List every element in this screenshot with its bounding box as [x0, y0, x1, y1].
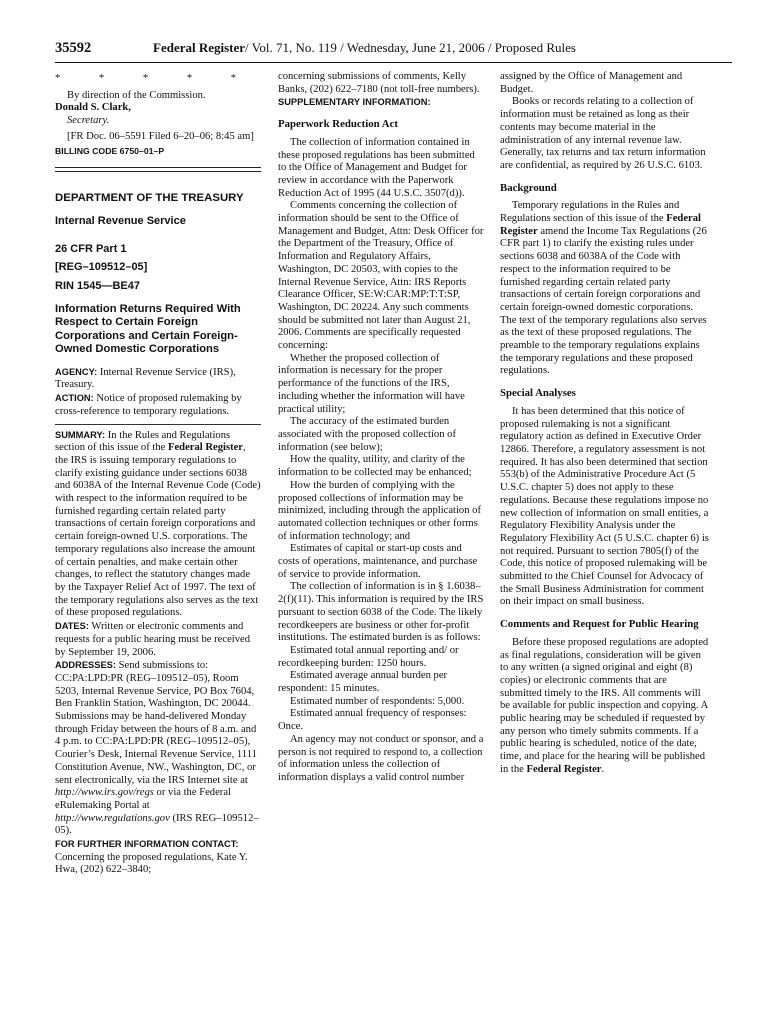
agency-label: AGENCY: — [55, 366, 98, 377]
signer-title: Secretary. — [67, 115, 110, 127]
section-divider — [55, 167, 261, 168]
action-para — [55, 392, 261, 418]
dates-text: Written or electronic comments and requests for a public hearing must be received by September 19, 2006. — [55, 621, 251, 658]
addresses-label: ADDRESSES: — [55, 660, 116, 671]
summary-label: SUMMARY: — [55, 429, 106, 440]
ellipsis-stars: * * * * * — [55, 73, 255, 84]
summary-fr: Federal Register — [168, 442, 244, 454]
pra-paragraph-7: Estimates of capital or start-up costs and costs of operations, maintenance, and purchase of service to provide information. — [278, 543, 478, 580]
pra-paragraph-10: Estimated average annual burden per respondent: 15 minutes. — [278, 670, 448, 695]
text-columns — [55, 63, 732, 1013]
direction-line: By direction of the Commission. — [67, 89, 206, 101]
running-head — [153, 40, 576, 56]
pra-paragraph-12: Estimated annual frequency of responses: Once. — [278, 708, 467, 733]
signer-name: Donald S. Clark, — [55, 102, 131, 114]
journal-name: Federal Register — [153, 40, 246, 55]
special-analyses-heading: Special Analyses — [500, 387, 576, 400]
contact-text: Concerning the proposed regulations, Kate Y. Hwa, (202) 622–3840; — [55, 851, 248, 876]
pra-continued: assigned by the Office of Management and Budget. — [500, 71, 683, 95]
pra-paragraph-9: Estimated total annual reporting and/ or recordkeeping burden: 1250 hours. — [278, 644, 459, 669]
background-pre: Temporary regulations in the Rules and Regulations section of this issue of the — [500, 200, 680, 225]
document-title: Information Returns Required With Respect to Certain Foreign Corporations and Certain Foreign-Owned Domestic Corporations — [55, 302, 241, 356]
background-post: amend the Income Tax Regulations (26 CFR part 1) to clarify the existing rules under sections 6038 and 6038A of the Code with respect to the information required to be furnished regarding certain related party transactions of certain foreign corporations and certain foreign-owned domestic corporations. The text of the temporary regulations also serves as the text of these proposed regulations. The preamble to the temporary regulations explains the temporary regulations and these proposed regulations. — [500, 225, 707, 377]
column-1 — [55, 71, 261, 877]
pra-paragraph-8: The collection of information is in § 1.6038–2(f)(11). This information is required by the IRS pursuant to section 6038 of the Code. The likely recordkeepers are business or other for-profit institutions. The estimated burden is as follows: — [278, 581, 484, 644]
pra-paragraph-4: The accuracy of the estimated burden associated with the proposed collection of information (see below); — [278, 416, 456, 453]
background-fr: Federal Register — [500, 213, 701, 237]
reg-number: [REG–109512–05] — [55, 261, 148, 274]
pra-paragraph-13: An agency may not conduct or sponsor, and a person is not required to respond to, a collection of information unless the collection of information displays a valid control number — [278, 733, 484, 783]
summary-divider — [55, 424, 261, 425]
agency-text: Internal Revenue Service (IRS), Treasury. — [55, 366, 236, 391]
summary-post: , the IRS is issuing temporary regulations to clarify existing guidance under sections 6038 and 6038A of the Internal Revenue Code (Code) with respect to the information required to be furnished regarding certain related party transactions of certain foreign corporations and certain foreign-owned U.S. corporations. The temporary regulations also increase the amount of certain penalties, and make certain other changes, to reflect the statutory changes made by the Taxpayer Relief Act of 1997. The text of the temporary regulations also serves as the text of these proposed regulations. — [55, 442, 261, 619]
background-heading: Background — [500, 181, 557, 194]
agency-heading: Internal Revenue Service — [55, 214, 186, 227]
background-para — [500, 200, 710, 378]
pra-paragraph-6: How the burden of complying with the proposed collections of information may be minimized, including through the application of automated collection techniques or other forms of information technology; and — [278, 479, 482, 542]
column-2 — [278, 71, 484, 785]
action-text: Notice of proposed rulemaking by cross-reference to temporary regulations. — [55, 393, 242, 417]
page-header — [55, 38, 732, 63]
comments-fr: Federal Register — [526, 763, 602, 775]
pra-heading: Paperwork Reduction Act — [278, 118, 398, 131]
dates-label: DATES: — [55, 621, 89, 632]
pra-paragraph-11: Estimated number of respondents: 5,000. — [290, 695, 465, 707]
summary-para — [55, 429, 261, 621]
cfr-part: 26 CFR Part 1 — [55, 242, 127, 255]
contact-continued: concerning submissions of comments, Kelly Banks, (202) 622–7180 (not toll-free numbers). — [278, 71, 480, 95]
comments-pre: Before these proposed regulations are adopted as final regulations, consideration will be given to any written (a signed original and eight (8) copies) or electronic comments that are submitted timely to the IRS. All comments will be available for public inspection and copying. A public hearing may be scheduled if requested by any person who timely submits comments. If a public hearing is scheduled, notice of the date, time, and place for the hearing will be published in the — [500, 636, 709, 775]
addresses-pre: Send submissions to: CC:PA:LPD:PR (REG–109512–05), Room 5203, Internal Revenue Service, PO Box 7604, Ben Franklin Station, Washington, DC 20044. Submissions may be hand-delivered Monday through Friday between the hours of 8 a.m. and 4 p.m. to CC:PA:LPD:PR (REG–109512–05), Courier’s Desk, Internal Revenue Service, 1111 Constitution Avenue, NW., Washington, DC, or sent electronically, via the IRS Internet site at — [55, 660, 257, 786]
special-analyses-para: It has been determined that this notice of proposed rulemaking is not a significant regulatory action as defined in Executive Order 12866. Therefore, a regulatory assessment is not required. It has also been determined that section 553(b) of the Administrative Procedure Act (5 U.S.C. chapter 5) does not apply to these regulations. Because these regulations impose no new collection of information on small entities, a Regulatory Flexibility Analysis under the Regulatory Flexibility Act (5 U.S.C. chapter 6) is not required. Pursuant to section 7805(f) of the Code, this notice of proposed rulemaking will be submitted to the Chief Counsel for Advocacy of the Small Business Administration for comment on their impact on small business. — [500, 405, 709, 608]
addresses-post: (IRS REG–109512–05). — [55, 812, 259, 837]
dates-para — [55, 620, 261, 659]
pra-paragraph-3: Whether the proposed collection of information is necessary for the proper performance of the functions of the IRS, including whether the information will have practical utility; — [278, 352, 465, 415]
page-number: 35592 — [55, 40, 92, 56]
comments-para — [500, 637, 710, 777]
pra-paragraph-5: How the quality, utility, and clarity of the information to be collected may be enhanced; — [278, 454, 472, 479]
column-3 — [500, 71, 710, 777]
issue-details: / Vol. 71, No. 119 / Wednesday, June 21, 2006 / Proposed Rules — [245, 40, 576, 55]
department-heading: DEPARTMENT OF THE TREASURY — [55, 192, 244, 205]
pra-paragraph-1: The collection of information contained in these proposed regulations has been submitted to the Office of Management and Budget for review in accordance with the Paperwork Reduction Act of 1995 (44 U.S.C. 3507(d)). — [278, 136, 475, 199]
irs-regs-link[interactable]: http://www.irs.gov/regs — [55, 787, 154, 799]
billing-code: BILLING CODE 6750–01–P — [55, 145, 165, 156]
pra-paragraph-2: Comments concerning the collection of information should be sent to the Office of Management and Budget, Attn: Desk Officer for the Department of the Treasury, Office of Information and Regulatory Affairs, Washington, DC 20503, with copies to the Internal Revenue Service, Attn: IRS Reports Clearance Officer, SE:W:CAR:MP:T:T:SP, Washington, DC 20224. Any such comments should be submitted not later than August 21, 2006. Comments are specifically requested concerning: — [278, 200, 484, 352]
contact-label: FOR FURTHER INFORMATION CONTACT: — [55, 839, 239, 850]
addresses-mid: or via the Federal eRulemaking Portal at — [55, 787, 231, 811]
contact-para — [55, 838, 261, 877]
comments-post: . — [601, 763, 605, 775]
comments-heading: Comments and Request for Public Hearing — [500, 618, 699, 631]
fr-doc-line: [FR Doc. 06–5591 Filed 6–20–06; 8:45 am] — [67, 130, 254, 142]
supplementary-label: SUPPLEMENTARY INFORMATION: — [278, 97, 431, 108]
summary-pre: In the Rules and Regulations section of this issue of the — [55, 429, 231, 454]
action-label: ACTION: — [55, 393, 94, 404]
rin-number: RIN 1545—BE47 — [55, 280, 140, 293]
agency-para — [55, 366, 261, 392]
books-records-para: Books or records relating to a collection of information must be retained as long as their contents may become material in the administration of any internal revenue law. Generally, tax returns and tax return information are confidential, as required by 26 U.S.C. 6103. — [500, 96, 706, 171]
regulations-gov-link[interactable]: http://www.regulations.gov — [55, 812, 170, 824]
section-divider-2 — [55, 171, 261, 172]
addresses-para — [55, 659, 261, 838]
